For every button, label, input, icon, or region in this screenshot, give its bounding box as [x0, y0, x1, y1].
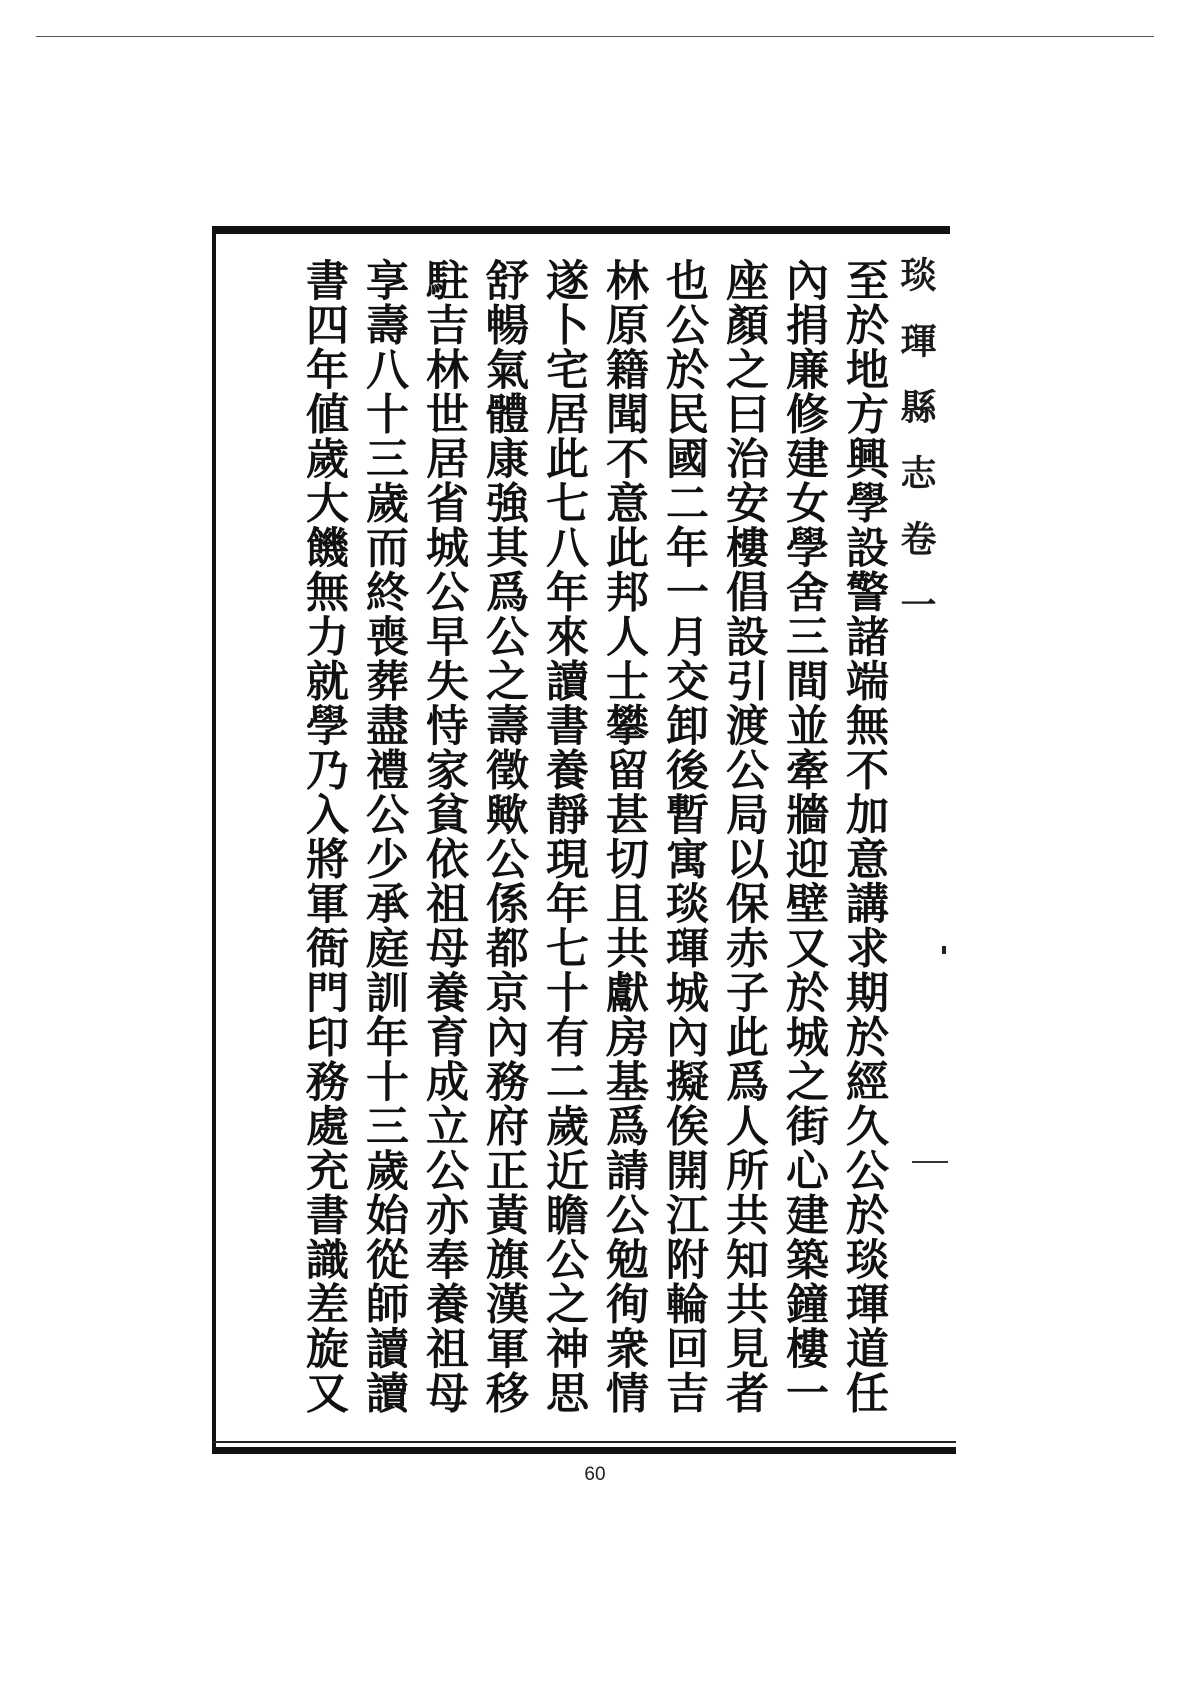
page-frame-left: [212, 226, 216, 1454]
margin-book-title: 琰琿縣志卷一: [895, 256, 937, 652]
text-column-7: 舒暢氣體康強其爲公之壽徵歟公係都京內務府正黃旗漢軍移: [479, 258, 529, 1415]
text-column-1: 至於地方興學設警諸端無不加意講求期於經久公於琰琿道任: [839, 258, 889, 1415]
vertical-body-text: [234, 258, 894, 1438]
text-column-10: 書四年値歲大饑無力就學乃入將軍衙門印務處充書識差旋又: [299, 258, 349, 1415]
page-frame-top: [212, 226, 950, 234]
text-column-2: 內捐廉修建女學舍三間並牽牆迎壁又於城之街心建築鐘樓一: [779, 258, 829, 1415]
page-frame-bottom-thin: [212, 1441, 956, 1443]
text-column-4: 也公於民國二年一月交卸後暫寓琰琿城內擬俟開江附輪回吉: [659, 258, 709, 1415]
top-rule: [36, 36, 1154, 37]
page-number: 60: [584, 1464, 606, 1485]
book-page: [212, 226, 942, 1454]
text-column-6: 遂卜宅居此七八年來讀書養靜現年七十有二歲近瞻公之神思: [539, 258, 589, 1415]
text-column-9: 享壽八十三歲而終喪葬盡禮公少承庭訓年十三歲始從師讀讀: [359, 258, 409, 1415]
text-column-3: 座顏之曰治安樓倡設引渡公局以保赤子此爲人所共知共見者: [719, 258, 769, 1415]
text-column-5: 林原籍聞不意此邦人士攀留甚切且共獻房基爲請公勉徇衆情: [599, 258, 649, 1415]
text-column-8: 駐吉林世居省城公早失恃家貧依祖母養育成立公亦奉養祖母: [419, 258, 469, 1415]
page-frame-bottom: [212, 1447, 956, 1454]
margin-folio-mark: [912, 1161, 948, 1163]
margin-dot-mark: [942, 946, 946, 954]
